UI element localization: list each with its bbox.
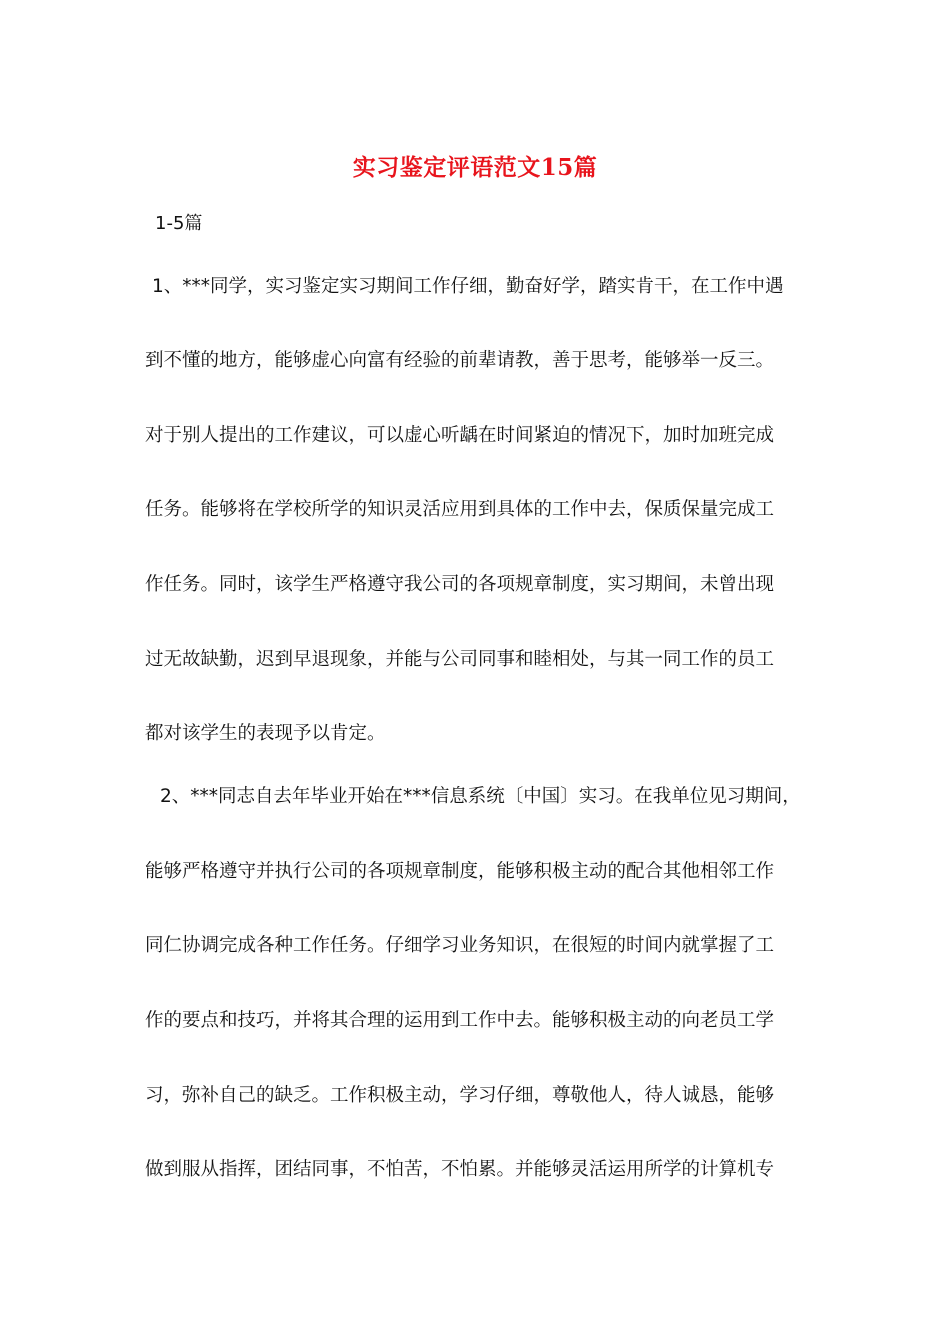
paragraph-line: 作的要点和技巧，并将其合理的运用到工作中去。能够积极主动的向老员工学: [145, 1010, 775, 1031]
paragraph-line: 过无故缺勤，迟到早退现象，并能与公司同事和睦相处，与其一同工作的员工: [145, 649, 775, 670]
paragraph-line: 习，弥补自己的缺乏。工作积极主动，学习仔细，尊敬他人，待人诚恳，能够: [145, 1085, 775, 1106]
paragraph-line: 都对该学生的表现予以肯定。: [145, 723, 386, 744]
paragraph-line: 作任务。同时，该学生严格遵守我公司的各项规章制度，实习期间，未曾出现: [145, 574, 775, 595]
paragraph-line: 能够严格遵守并执行公司的各项规章制度，能够积极主动的配合其他相邻工作: [145, 861, 775, 882]
document-title: 实习鉴定评语范文15篇: [352, 154, 598, 181]
paragraph-line: 2、***同志自去年毕业开始在***信息系统〔中国〕实习。在我单位见习期间，: [160, 786, 801, 807]
paragraph-line: 同仁协调完成各种工作任务。仔细学习业务知识，在很短的时间内就掌握了工: [145, 935, 775, 956]
paragraph-line: 1、***同学，实习鉴定实习期间工作仔细，勤奋好学，踏实肯干，在工作中遇: [152, 276, 784, 297]
paragraph-line: 对于别人提出的工作建议，可以虚心听龋在时间紧迫的情况下，加时加班完成: [145, 425, 775, 446]
paragraph-line: 到不懂的地方，能够虚心向富有经验的前辈请教，善于思考，能够举一反三。: [145, 350, 775, 371]
paragraph-line: 做到服从指挥，团结同事，不怕苦，不怕累。并能够灵活运用所学的计算机专: [145, 1159, 775, 1180]
paragraph-line: 任务。能够将在学校所学的知识灵活应用到具体的工作中去，保质保量完成工: [145, 499, 775, 520]
section-subhead: 1-5篇: [155, 213, 203, 234]
